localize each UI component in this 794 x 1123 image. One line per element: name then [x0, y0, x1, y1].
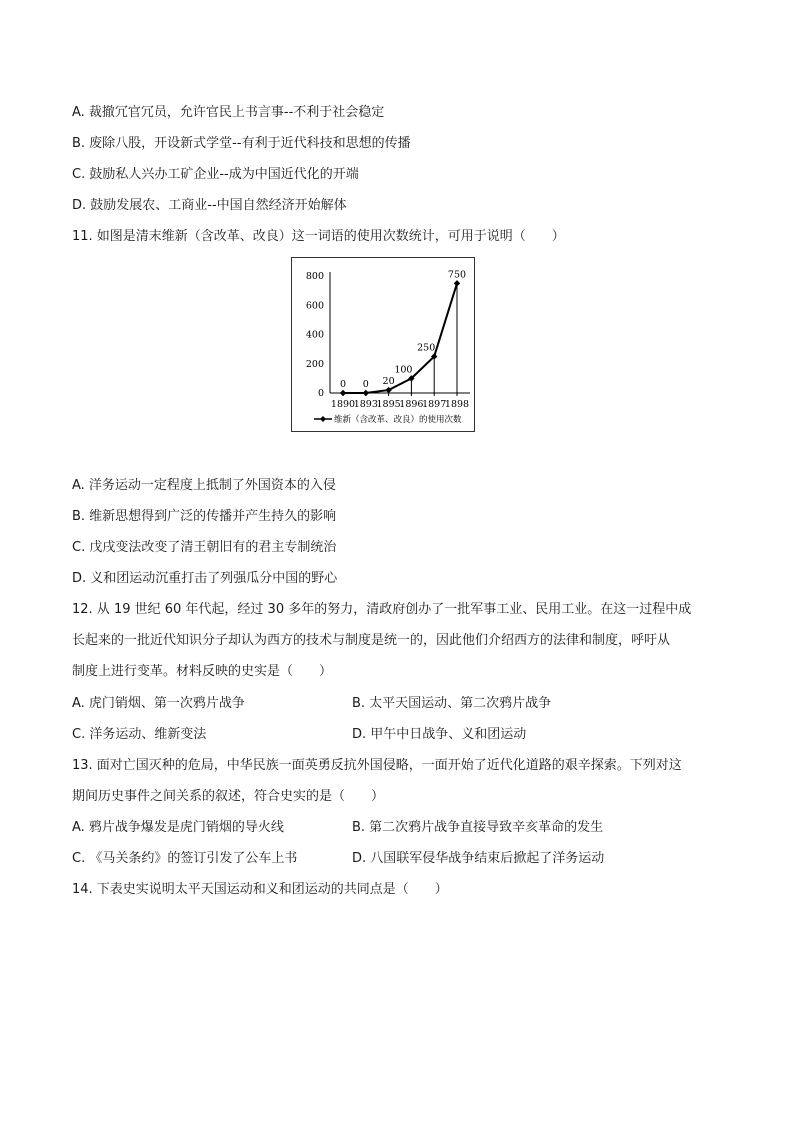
data-point [340, 390, 346, 396]
legend-marker [320, 416, 326, 422]
data-label: 250 [417, 342, 436, 354]
legend-label: 维新（含改革、改良）的使用次数 [334, 415, 462, 425]
q12-option-d: D. 甲午中日战争、义和团运动 [352, 727, 527, 742]
x-tick-label: 1890 [330, 399, 356, 410]
q12-stem-line-3: 制度上进行变革。材料反映的史实是（ ） [72, 664, 333, 679]
q10-option-b: B. 废除八股，开设新式学堂--有利于近代科技和思想的传播 [72, 136, 411, 151]
line-chart [292, 258, 474, 431]
x-tick-label: 1895 [376, 399, 401, 410]
x-tick-label: 1896 [399, 399, 424, 410]
q13-option-c: C. 《马关条约》的签订引发了公车上书 [72, 851, 298, 866]
q10-option-d: D. 鼓励发展农、工商业--中国自然经济开始解体 [72, 198, 347, 213]
data-label: 750 [447, 269, 467, 281]
q13-option-b: B. 第二次鸦片战争直接导致辛亥革命的发生 [352, 820, 604, 835]
data-label: 0 [362, 379, 369, 390]
x-tick-label: 1898 [444, 399, 470, 410]
q11-stem: 11. 如图是清末维新（含改革、改良）这一词语的使用次数统计，可用于说明（ ） [72, 229, 565, 244]
q11-option-b: B. 维新思想得到广泛的传播并产生持久的影响 [72, 509, 337, 524]
q12-option-c: C. 洋务运动、维新变法 [72, 727, 207, 742]
y-tick-label: 400 [305, 329, 324, 341]
q10-option-c: C. 鼓励私人兴办工矿企业--成为中国近代化的开端 [72, 167, 359, 182]
q13-option-d: D. 八国联军侵华战争结束后掀起了洋务运动 [352, 851, 605, 866]
q11-option-a: A. 洋务运动一定程度上抵制了外国资本的入侵 [72, 478, 336, 493]
q12-option-b: B. 太平天国运动、第二次鸦片战争 [352, 696, 552, 711]
q13-option-a: A. 鸦片战争爆发是虎门销烟的导火线 [72, 820, 284, 835]
q13-stem-line-1: 13. 面对亡国灭种的危局，中华民族一面英勇反抗外国侵略，一面开始了近代化道路的艰辛探索。下列对这 [72, 758, 682, 773]
usage-count-chart [291, 257, 475, 432]
q11-option-c: C. 戊戌变法改变了清王朝旧有的君主专制统治 [72, 540, 337, 555]
series-line [343, 283, 457, 393]
y-tick-label: 0 [317, 388, 324, 399]
data-point [363, 390, 369, 396]
data-label: 0 [339, 379, 347, 390]
x-tick-label: 1897 [422, 399, 447, 410]
data-label: 20 [382, 376, 395, 388]
y-tick-label: 600 [305, 300, 324, 312]
q12-option-a: A. 虎门销烟、第一次鸦片战争 [72, 696, 245, 711]
x-tick-label: 1893 [353, 399, 378, 410]
data-point [454, 280, 460, 286]
q12-stem-line-2: 长起来的一批近代知识分子却认为西方的技术与制度是统一的，因此他们介绍西方的法律和制度，呼吁从 [72, 633, 671, 648]
y-tick-label: 200 [305, 358, 324, 370]
data-label: 100 [394, 364, 413, 376]
q12-stem-line-1: 12. 从 19 世纪 60 年代起，经过 30 多年的努力，清政府创办了一批军事工业、民用工业。在这一过程中成 [72, 602, 692, 617]
q13-stem-line-2: 期间历史事件之间关系的叙述，符合史实的是（ ） [72, 789, 385, 804]
q10-option-a: A. 裁撤冗官冗员，允许官民上书言事--不利于社会稳定 [72, 105, 385, 120]
q11-option-d: D. 义和团运动沉重打击了列强瓜分中国的野心 [72, 571, 338, 586]
q14-stem: 14. 下表史实说明太平天国运动和义和团运动的共同点是（ ） [72, 882, 448, 897]
y-tick-label: 800 [305, 271, 324, 282]
